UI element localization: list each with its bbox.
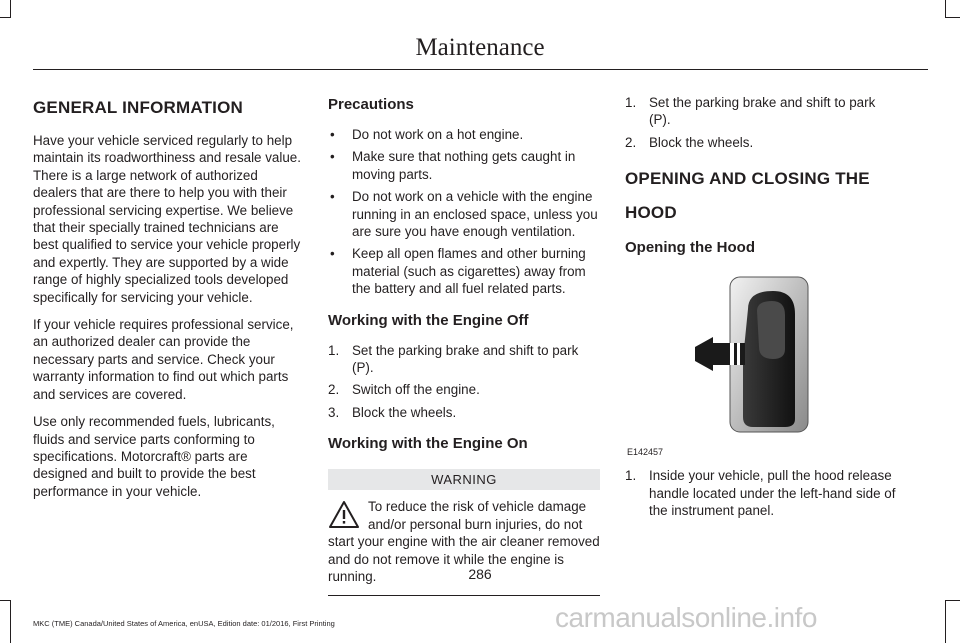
- hood-release-figure: [625, 269, 897, 457]
- engine-off-steps: [328, 342, 600, 422]
- list-item-text: Do not work on a vehicle with the engine running in an enclosed space, unless you are sure you have enough ventilation.: [352, 189, 598, 240]
- section-heading-hood-line1: OPENING AND CLOSING THE: [625, 169, 870, 189]
- bullet-icon: •: [330, 127, 335, 142]
- bullet-icon: •: [330, 189, 335, 205]
- column-hood: [625, 94, 897, 531]
- crop-mark: [945, 0, 946, 18]
- step-number: 2.: [625, 134, 637, 150]
- warning-text: To reduce the risk of vehicle damage and/or personal burn injuries, do not start your engine with the air cleaner removed and do not remove it while the engine is running.: [328, 499, 600, 584]
- step-text: Switch off the engine.: [352, 382, 480, 398]
- column-general-information: [33, 94, 305, 510]
- section-heading-hood-line2: HOOD: [625, 203, 677, 223]
- header-divider: [33, 69, 928, 70]
- list-item: [328, 148, 600, 183]
- step-number: 1.: [625, 95, 637, 110]
- subheading-precautions: Precautions: [328, 96, 414, 113]
- list-item: [328, 381, 600, 398]
- crop-mark: [0, 17, 11, 18]
- subheading-engine-off: Working with the Engine Off: [328, 311, 529, 329]
- list-item: [625, 467, 897, 519]
- footer-edition-info: MKC (TME) Canada/United States of America, enUSA, Edition date: 01/2016, First Printing: [33, 619, 335, 628]
- watermark: carmanualsonline.info: [555, 602, 817, 633]
- crop-mark: [945, 17, 960, 18]
- crop-mark: [10, 600, 11, 643]
- hood-release-handle-illustration: [625, 269, 897, 457]
- warning-label: WARNING: [328, 469, 600, 490]
- list-item-text: Do not work on a hot engine.: [352, 127, 524, 142]
- paragraph: Have your vehicle serviced regularly to help maintain its roadworthiness and resale value. There is a large network of authorized dealers that are there to help you with their professional servicing expertise. We believe that their specially trained technicians are best qualified to service your vehicle properly and expertly. They are supported by a wide range of highly specialized tools developed specifically for servicing your vehicle.: [33, 133, 301, 305]
- bullet-icon: •: [330, 246, 335, 262]
- step-text: Block the wheels.: [352, 404, 457, 420]
- step-text: Set the parking brake and shift to park (P).: [649, 95, 876, 128]
- step-text: Inside your vehicle, pull the hood release handle located under the left-hand side of the instrument panel.: [649, 468, 896, 519]
- list-item-text: Keep all open flames and other burning material (such as cigarettes) away from the battery and all fuel related parts.: [352, 246, 586, 297]
- list-item: [328, 404, 600, 421]
- subheading-engine-on: Working with the Engine On: [328, 435, 528, 453]
- crop-mark: [945, 600, 946, 643]
- column-precautions: [328, 94, 600, 596]
- paragraph: Use only recommended fuels, lubricants, fluids and service parts conforming to specifications. Motorcraft® parts are designed and built to provide the best performance in your vehicle.: [33, 414, 275, 499]
- warning-divider: [328, 595, 600, 596]
- crop-mark: [0, 600, 11, 601]
- step-number: 1.: [328, 342, 340, 358]
- step-number: 2.: [328, 382, 340, 398]
- list-item: [328, 245, 600, 297]
- section-heading-general-information: GENERAL INFORMATION: [33, 98, 243, 117]
- crop-mark: [10, 0, 11, 18]
- warning-triangle-icon: [328, 500, 360, 530]
- list-item: [625, 94, 897, 129]
- step-number: 3.: [328, 404, 340, 420]
- step-text: Set the parking brake and shift to park (P).: [352, 342, 579, 376]
- crop-mark: [945, 600, 960, 601]
- precautions-list: [328, 126, 600, 298]
- page-number: 286: [468, 566, 492, 582]
- list-item: [328, 342, 600, 377]
- list-item-text: Make sure that nothing gets caught in moving parts.: [352, 149, 576, 182]
- list-item: [328, 188, 600, 240]
- list-item: [625, 134, 897, 151]
- step-text: Block the wheels.: [649, 134, 754, 150]
- list-item: [328, 126, 600, 143]
- paragraph: If your vehicle requires professional service, an authorized dealer can provide the necessary parts and service. Check your warranty information to find out which parts and services are covered.: [33, 317, 294, 402]
- bullet-icon: •: [330, 149, 335, 165]
- steps-top: [625, 94, 897, 151]
- step-number: 1.: [625, 468, 637, 484]
- subheading-opening-hood: Opening the Hood: [625, 239, 755, 257]
- page-title: Maintenance: [415, 34, 545, 61]
- steps-bottom: [625, 467, 897, 519]
- figure-code: E142457: [627, 447, 664, 458]
